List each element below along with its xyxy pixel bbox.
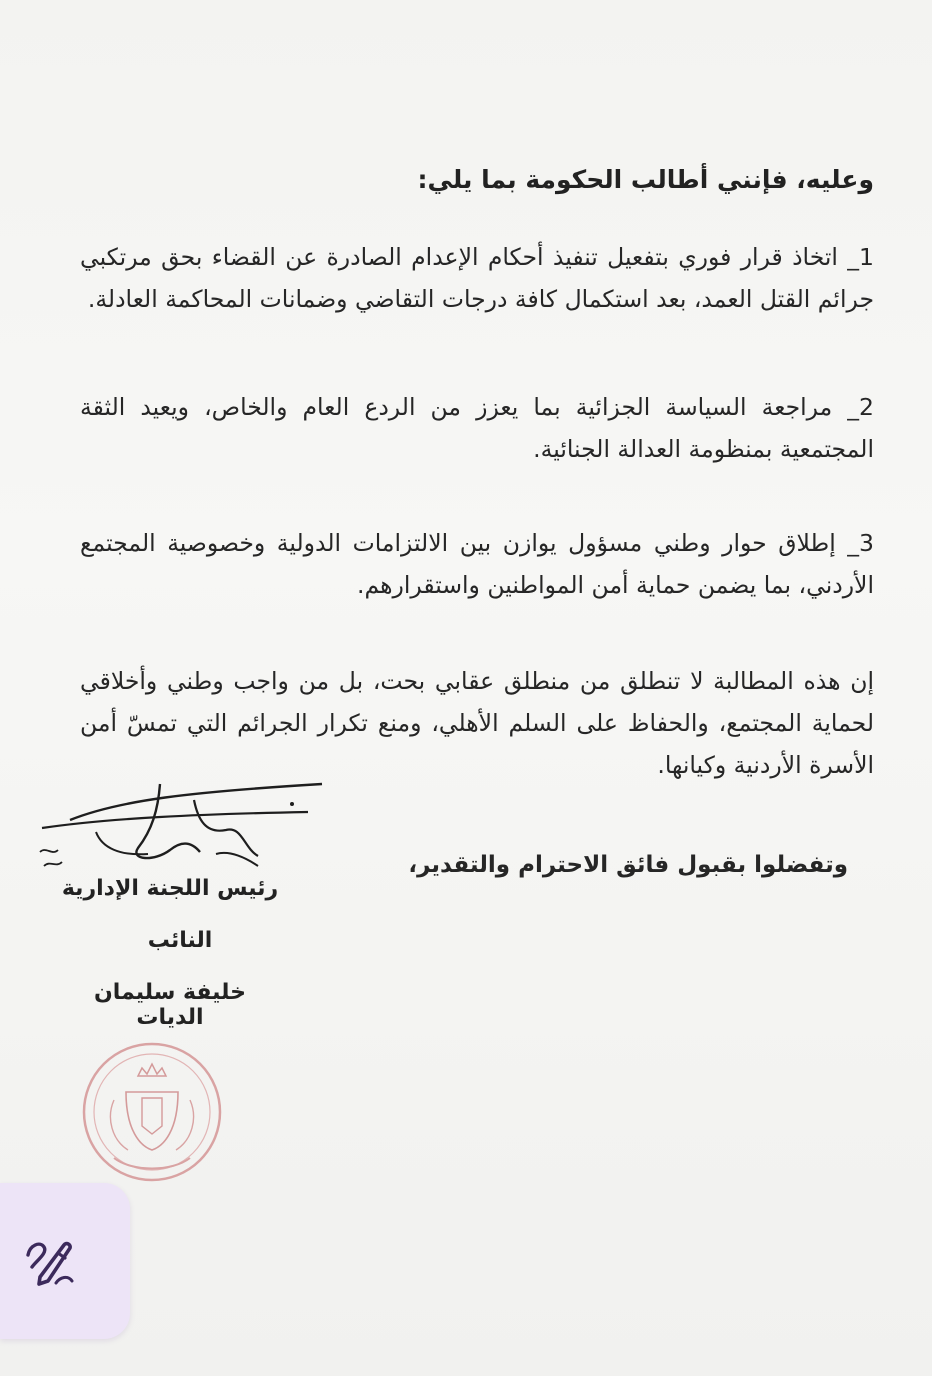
signatory-name: خليفة سليمان الديات xyxy=(93,980,247,1030)
official-seal xyxy=(80,1040,225,1185)
closing-paragraph: إن هذه المطالبة لا تنطلق من منطلق عقابي بحت، بل من واجب وطني وأخلاقي لحماية المجتمع، والحفاظ على السلم الأهلي، ومنع تكرار الجرائم التي تمسّ أمن الأسرة الأردنية وكيانها. xyxy=(80,667,874,779)
pen-sparkle-icon xyxy=(22,1231,82,1291)
handwritten-signature xyxy=(30,770,330,880)
demand-item-3: 3_ إطلاق حوار وطني مسؤول يوازن بين الالتزامات الدولية وخصوصية المجتمع الأردني، بما يضمن حماية أمن المواطنين واستقرارهم. xyxy=(80,529,874,599)
closing-salutation: وتفضلوا بقبول فائق الاحترام والتقدير، xyxy=(408,852,848,878)
edit-fab-button[interactable] xyxy=(0,1183,130,1339)
demand-item-2: 2_ مراجعة السياسة الجزائية بما يعزز من الردع العام والخاص، ويعيد الثقة المجتمعية بمنظومة العدالة الجنائية. xyxy=(80,393,874,463)
document-intro: وعليه، فإنني أطالب الحكومة بما يلي: xyxy=(417,165,874,194)
signatory-role: النائب xyxy=(147,928,213,953)
signatory-title: رئيس اللجنة الإدارية xyxy=(61,876,279,901)
demand-item-1: 1_ اتخاذ قرار فوري بتفعيل تنفيذ أحكام الإعدام الصادرة عن القضاء بحق مرتكبي جرائم القتل العمد، بعد استكمال كافة درجات التقاضي وضمانات المحاكمة العادلة. xyxy=(80,243,874,313)
